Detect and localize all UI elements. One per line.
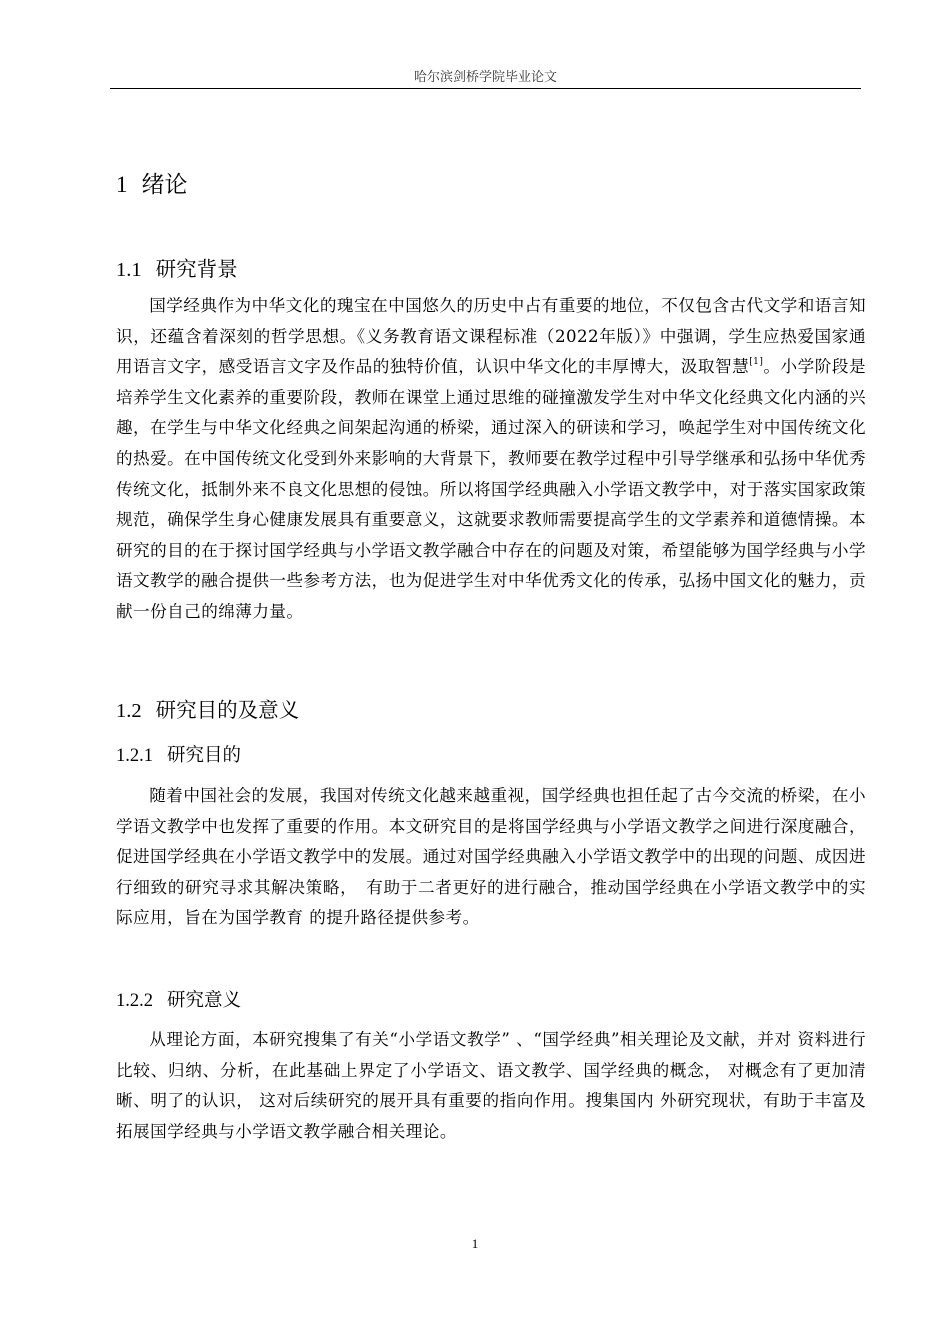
subsection-number: 1.2.1 [116,746,153,766]
subsection-title: 研究目的 [167,745,242,766]
section-number: 1.1 [116,259,142,281]
paragraph-purpose: 随着中国社会的发展，我国对传统文化越来越重视，国学经典也担任起了古今交流的桥梁，在小学语文教学中也发挥了重要的作用。本文研究目的是将国学经典与小学语文教学之间进行深度融合，促进国学经典在小学语文教学中的发展。通过对国学经典融入小学语文教学中的出现的问题、成因进行细致的研究寻求其解决策略， 有助于二者更好的进行融合，推动国学经典在小学语文教学中的实际应用，旨在为国学教育 的提升路径提供参考。 [116,786,866,928]
subsection-heading-1-2-2 [116,986,241,1012]
paragraph-background [116,291,866,628]
running-header: 哈尔滨剑桥学院毕业论文 [413,70,557,85]
paragraph-significance: 从理论方面，本研究搜集了有关“小学语文教学” 、“国学经典”相关理论及文献，并对 资料进行比较、归纳、分析，在此基础上界定了小学语文、语文教学、国学经典的概念， 对概念有了更加清晰、明了的认识， 这对后续研究的展开具有重要的指向作用。搜集国内 外研究现状，有助于丰富及拓展国学经典与小学语文教学融合相关理论。 [116,1030,866,1141]
section-heading-1-2 [116,693,299,723]
citation-reference: [1] [749,357,764,368]
paragraph-text: 国学经典作为中华文化的瑰宝在中国悠久的历史中占有重要的地位，不仅包含古代文学和语言知识，还蕴含着深刻的哲学思想。《义务教育语文课程标准（2022年版）》中强调，学生应热爱国家通用语言文字，感受语言文字及作品的独特价值，认识中华文化的丰厚博大，汲取智慧 [116,296,866,377]
chapter-number: 1 [116,172,128,197]
subsection-heading-1-2-1 [116,741,241,767]
paragraph-text: 。小学阶段是培养学生文化素养的重要阶段，教师在课堂上通过思维的碰撞激发学生对中华文化经典文化内涵的兴趣，在学生与中华文化经典之间架起沟通的桥梁，通过深入的研读和学习，唤起学生对中国传统文化的热爱。在中国传统文化受到外来影响的大背景下，教师要在教学过程中引导学继承和弘扬中华优秀传统文化，抵制外来不良文化思想的侵蚀。所以将国学经典融入小学语文教学中，对于落实国家政策规范，确保学生身心健康发展具有重要意义，这就要求教师需要提高学生的文学素养和道德情操。本研究的目的在于探讨国学经典与小学语文教学融合中存在的问题及对策，希望能够为国学经典与小学语文教学的融合提供一些参考方法，也为促进学生对中华优秀文化的传承，弘扬中国文化的魅力，贡献一份自己的绵薄力量。 [116,357,866,621]
chapter-heading [116,166,188,199]
section-heading-1-1 [116,252,238,282]
section-title: 研究目的及意义 [155,698,300,722]
page-number: 1 [471,1236,479,1251]
section-title: 研究背景 [155,257,238,281]
subsection-title: 研究意义 [167,990,242,1011]
chapter-title: 绪论 [141,172,188,198]
section-number: 1.2 [116,700,142,722]
subsection-number: 1.2.2 [116,991,153,1011]
header-divider [110,88,861,89]
